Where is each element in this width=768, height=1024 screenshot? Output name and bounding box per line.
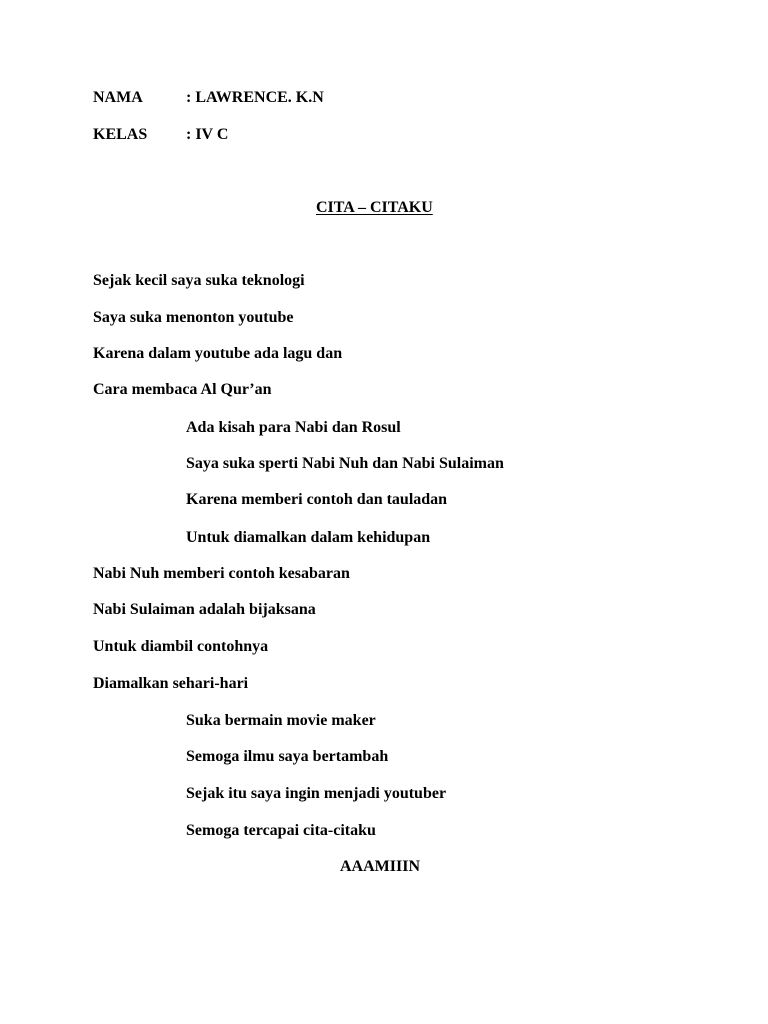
- poem-line: Ada kisah para Nabi dan Rosul: [186, 419, 401, 436]
- kelas-value: : IV C: [186, 126, 229, 143]
- poem-line: Saya suka sperti Nabi Nuh dan Nabi Sulaiman: [186, 455, 504, 472]
- poem-line: Saya suka menonton youtube: [93, 309, 294, 326]
- poem-line: Suka bermain movie maker: [186, 712, 376, 729]
- kelas-label: KELAS: [93, 126, 148, 143]
- nama-value: : LAWRENCE. K.N: [186, 89, 324, 106]
- poem-line: Karena dalam youtube ada lagu dan: [93, 345, 343, 362]
- poem-line: Sejak itu saya ingin menjadi youtuber: [186, 785, 447, 802]
- poem-line: Cara membaca Al Qur’an: [93, 381, 272, 398]
- poem-line: Nabi Sulaiman adalah bijaksana: [93, 601, 316, 618]
- poem-line: Untuk diambil contohnya: [93, 638, 269, 655]
- document-title: CITA – CITAKU: [316, 199, 433, 216]
- poem-line: Semoga tercapai cita-citaku: [186, 822, 376, 839]
- closing-text: AAAMIIIN: [340, 858, 420, 875]
- nama-label: NAMA: [93, 89, 143, 106]
- poem-line: Karena memberi contoh dan tauladan: [186, 491, 448, 508]
- poem-line: Semoga ilmu saya bertambah: [186, 748, 389, 765]
- poem-line: Sejak kecil saya suka teknologi: [93, 272, 305, 289]
- poem-line: Diamalkan sehari-hari: [93, 675, 249, 692]
- poem-line: Untuk diamalkan dalam kehidupan: [186, 529, 431, 546]
- poem-line: Nabi Nuh memberi contoh kesabaran: [93, 565, 350, 582]
